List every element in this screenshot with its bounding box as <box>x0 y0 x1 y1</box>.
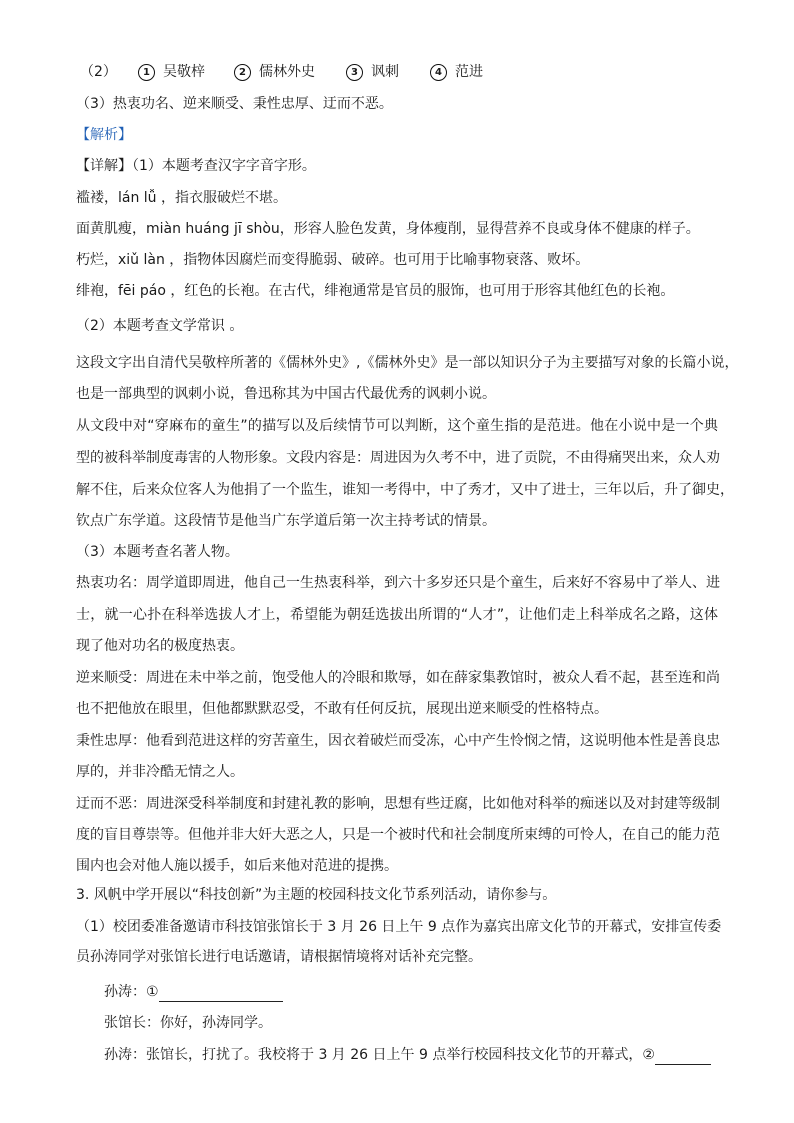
text-line: 热衷功名：周学道即周进，他自己一生热衷科举，到六十多岁还只是个童生，后来好不容易中了举人、进 <box>76 575 720 591</box>
text-line: 也不把他放在眼里，但他都默默忍受，不敢有任何反抗，展现出逆来顺受的性格特点。 <box>76 701 608 717</box>
text-line: 型的被科举制度毒害的人物形象。文段内容是：周进因为久考不中，进了贡院，不由得痛哭出来，众人劝 <box>76 450 720 466</box>
analysis-heading: 【解析】 <box>76 127 132 143</box>
text-line: 这段文字出自清代吴敬梓所著的《儒林外史》,《儒林外史》是一部以知识分子为主要描写对象的长篇小说， <box>76 355 739 371</box>
text-line: 从文段中对“穿麻布的童生”的描写以及后续情节可以判断，这个童生指的是范进。他在小说中是一个典 <box>76 418 718 434</box>
detail-text: （1）本题考查汉字字音字形。 <box>132 158 316 174</box>
text-line: 秉性忠厚：他看到范进这样的穷苦童生，因衣着破烂而受冻，心中产生怜悯之情，这说明他本性是善良忠 <box>76 733 720 749</box>
text-line: 围内也会对他人施以援手，如后来他对范进的提携。 <box>76 858 398 874</box>
text-line: 迂而不恶：周进深受科举制度和封建礼教的影响，思想有些迂腐，比如他对科举的痴迷以及对封建等级制 <box>76 796 720 812</box>
text-line: 面黄肌瘦，miàn huáng jī shòu，形容人脸色发黄，身体瘦削，显得营养不良或身体不健康的样子。 <box>76 221 700 237</box>
q3-answer: （3）热衷功名、逆来顺受、秉性忠厚、迂而不恶。 <box>76 96 393 112</box>
detail-line <box>76 156 316 176</box>
text-line: 绯袍，fēi páo ，红色的长袍。在古代，绯袍通常是官员的服饰，也可用于形容其他红色的长袍。 <box>76 283 675 299</box>
question-3-title: 3. 风帆中学开展以“科技创新”为主题的校园科技文化节系列活动，请你参与。 <box>76 887 557 903</box>
q2-option-3 <box>346 62 399 82</box>
text-line: 褴褛，lán lǚ ，指衣服破烂不堪。 <box>76 190 288 206</box>
circled-number-icon: 1 <box>138 64 155 81</box>
circled-number-icon: 3 <box>346 64 363 81</box>
q2-option-4 <box>430 62 483 82</box>
text-line: 厚的，并非冷酷无情之人。 <box>76 764 244 780</box>
dialogue-line-2: 张馆长：你好，孙涛同学。 <box>104 1015 272 1031</box>
text-line: （3）本题考查名著人物。 <box>76 544 239 560</box>
text-line: 现了他对功名的极度热衷。 <box>76 638 244 654</box>
q2-option-text: 吴敬梓 <box>163 64 205 80</box>
text-line: （1）校团委准备邀请市科技馆张馆长于 3 月 26 日上午 9 点作为嘉宾出席文化节的开幕式，安排宣传委 <box>76 919 722 935</box>
q2-option-1 <box>138 62 205 82</box>
dialogue-text: 孙涛：① <box>104 984 159 1000</box>
dialogue-line-3 <box>104 1045 711 1065</box>
q2-option-text: 范进 <box>455 64 483 80</box>
circled-number-icon: 2 <box>234 64 251 81</box>
text-line: 员孙涛同学对张馆长进行电话邀请，请根据情境将对话补充完整。 <box>76 949 482 965</box>
q2-option-text: 儒林外史 <box>259 64 315 80</box>
dialogue-line-1 <box>104 982 283 1002</box>
q2-option-text: 讽刺 <box>371 64 399 80</box>
text-line: 朽烂，xiǔ làn ，指物体因腐烂而变得脆弱、破碎。也可用于比喻事物衰落、败坏。 <box>76 252 590 268</box>
detail-heading: 【详解】 <box>76 158 132 174</box>
circled-number-icon: 4 <box>430 64 447 81</box>
text-line: 钦点广东学道。这段情节是他当广东学道后第一次主持考试的情景。 <box>76 513 496 529</box>
text-line: （2）本题考查文学常识 。 <box>76 318 244 334</box>
q2-answer-row <box>76 62 716 82</box>
q2-option-2 <box>234 62 315 82</box>
q2-number: （2） <box>80 64 117 80</box>
dialogue-text: 孙涛：张馆长，打扰了。我校将于 3 月 26 日上午 9 点举行校园科技文化节的开幕式，② <box>104 1047 655 1063</box>
answer-blank-1[interactable] <box>159 985 283 1002</box>
text-line: 度的盲目尊崇等。但他并非大奸大恶之人，只是一个被时代和社会制度所束缚的可怜人，在自己的能力范 <box>76 827 720 843</box>
answer-blank-2[interactable] <box>655 1048 711 1065</box>
text-line: 士，就一心扑在科举选拔人才上，希望能为朝廷选拔出所谓的“人才”，让他们走上科举成名之路，这体 <box>76 607 718 623</box>
text-line: 也是一部典型的讽刺小说，鲁迅称其为中国古代最优秀的讽刺小说。 <box>76 386 496 402</box>
text-line: 逆来顺受：周进在未中举之前，饱受他人的冷眼和欺辱，如在薛家集教馆时，被众人看不起，甚至连和尚 <box>76 670 720 686</box>
text-line: 解不住，后来众位客人为他捐了一个监生，谁知一考得中，中了秀才，又中了进士，三年以后，升了御史， <box>76 482 734 498</box>
